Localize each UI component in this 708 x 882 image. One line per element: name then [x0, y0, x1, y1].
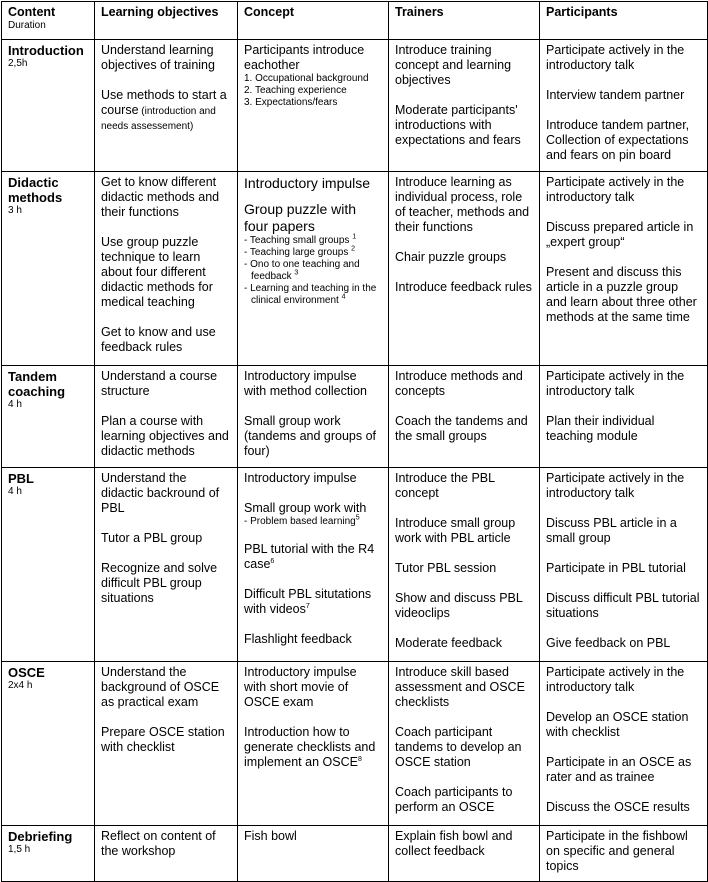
concept-cell	[238, 468, 389, 662]
topic-cell	[2, 826, 95, 882]
participant-item: Participate actively in the introductory talk	[546, 471, 685, 500]
participant-item: Discuss difficult PBL tutorial situations	[546, 591, 700, 620]
row-osce	[2, 662, 708, 826]
topic-name: Didactic methods	[8, 175, 63, 205]
concept-list	[244, 73, 382, 109]
trainer-item: Introduce small group work with PBL article	[395, 516, 516, 545]
trainer-item: Introduce skill based assessment and OSCE checklists	[395, 665, 525, 709]
concept-list-item	[244, 247, 382, 259]
objective-item: Use group puzzle technique to learn about four different didactic methods for medical teaching	[101, 235, 213, 309]
topic-cell	[2, 172, 95, 366]
concept-impulse: Introductory impulse	[244, 175, 371, 191]
participant-item: Discuss the OSCE results	[546, 800, 690, 814]
objective-item: Get to know and use feedback rules	[101, 325, 216, 354]
concept-list-text: - Learning and teaching in the clinical environment	[244, 283, 377, 306]
participant-item: Develop an OSCE station with checklist	[546, 710, 689, 739]
participant-item: Interview tandem partner	[546, 88, 685, 102]
participant-item: Participate actively in the introductory talk	[546, 665, 685, 694]
trainer-item: Introduce the PBL concept	[395, 471, 495, 500]
concept-item: Small group work with	[244, 501, 367, 515]
topic-cell	[2, 468, 95, 662]
objective-item: Reflect on content of the workshop	[101, 829, 216, 858]
trainer-item: Introduce methods and concepts	[395, 369, 523, 398]
trainers-cell	[389, 366, 540, 468]
objectives-cell	[95, 40, 238, 172]
concept-cell	[238, 662, 389, 826]
trainer-item: Moderate feedback	[395, 636, 503, 650]
topic-duration: 1,5 h	[8, 844, 31, 855]
concept-text: Introduction how to generate checklists and implement an OSCE	[244, 725, 376, 769]
topic-name: Tandem coaching	[8, 369, 66, 399]
concept-list-item	[244, 283, 382, 307]
topic-cell	[2, 366, 95, 468]
trainer-item: Moderate participants' introductions with expectations and fears	[395, 103, 521, 147]
trainers-cell	[389, 172, 540, 366]
participant-item: Participate in the fishbowl on specific and general topics	[546, 829, 688, 873]
concept-list	[244, 235, 382, 307]
topic-duration: 4 h	[8, 399, 22, 410]
objective-item: Understand the background of OSCE as practical exam	[101, 665, 220, 709]
topic-name: OSCE	[8, 665, 45, 680]
objective-item: Recognize and solve difficult PBL group situations	[101, 561, 218, 605]
trainer-item: Coach the tandems and the small groups	[395, 414, 528, 443]
objective-item	[101, 88, 231, 133]
topic-name: Introduction	[8, 43, 84, 58]
trainer-item: Show and discuss PBL videoclips	[395, 591, 523, 620]
concept-item: Small group work (tandems and groups of four)	[244, 414, 377, 458]
objective-item: Tutor a PBL group	[101, 531, 203, 545]
concept-cell	[238, 40, 389, 172]
row-pbl	[2, 468, 708, 662]
concept-item: Fish bowl	[244, 829, 297, 843]
participant-item: Discuss PBL article in a small group	[546, 516, 677, 545]
participants-cell	[540, 172, 708, 366]
header-duration-label: Duration	[8, 20, 46, 31]
concept-sub-item	[244, 516, 382, 528]
concept-list-text: - Teaching small groups	[244, 235, 350, 246]
header-content	[2, 2, 95, 40]
trainers-cell	[389, 826, 540, 882]
topic-duration: 2x4 h	[8, 680, 33, 691]
participant-item: Introduce tandem partner, Collection of expectations and fears on pin board	[546, 118, 690, 162]
row-tandem-coaching	[2, 366, 708, 468]
objective-item: Get to know different didactic methods and their functions	[101, 175, 220, 219]
concept-list-text: - Ono to one teaching and feedback	[244, 259, 360, 282]
topic-cell	[2, 662, 95, 826]
objectives-cell	[95, 172, 238, 366]
participant-item: Give feedback on PBL	[546, 636, 671, 650]
trainer-item: Introduce learning as individual process, role of teacher, methods and their functions	[395, 175, 530, 234]
participants-cell	[540, 468, 708, 662]
header-content-label: Content	[8, 5, 56, 19]
topic-duration: 4 h	[8, 486, 22, 497]
trainer-item: Chair puzzle groups	[395, 250, 507, 264]
trainer-item: Coach participants to perform an OSCE	[395, 785, 513, 814]
trainers-cell	[389, 662, 540, 826]
concept-item	[244, 587, 382, 617]
concept-list-item: 2. Teaching experience	[244, 85, 347, 96]
trainers-cell	[389, 468, 540, 662]
header-row	[2, 2, 708, 40]
topic-name: PBL	[8, 471, 34, 486]
concept-item: Flashlight feedback	[244, 632, 352, 646]
participant-item: Present and discuss this article in a puzzle group and learn about three other methods at the same time	[546, 265, 697, 324]
participants-cell	[540, 40, 708, 172]
topic-duration: 3 h	[8, 205, 22, 216]
objective-item: Plan a course with learning objectives and didactic methods	[101, 414, 229, 458]
participant-item: Participate actively in the introductory talk	[546, 43, 685, 72]
objectives-cell	[95, 826, 238, 882]
concept-item: Introductory impulse with short movie of OSCE exam	[244, 665, 357, 709]
topic-duration: 2,5h	[8, 58, 28, 69]
concept-cell	[238, 366, 389, 468]
reference-mark: 2	[351, 245, 356, 253]
header-concept: Concept	[238, 2, 389, 40]
concept-item: Introductory impulse with method collection	[244, 369, 367, 398]
reference-mark: 5	[355, 514, 360, 522]
objective-note: (introduction and needs assessement)	[101, 106, 216, 132]
trainer-item: Coach participant tandems to develop an OSCE station	[395, 725, 522, 769]
concept-item	[244, 725, 382, 770]
reference-mark: 4	[341, 293, 346, 301]
topic-name: Debriefing	[8, 829, 73, 844]
concept-sub-text: - Problem based learning	[244, 516, 356, 527]
participant-item: Participate in an OSCE as rater and as trainee	[546, 755, 692, 784]
concept-list-item: 3. Expectations/fears	[244, 97, 338, 108]
concept-intro: Participants introduce eachother	[244, 43, 365, 72]
participant-item: Participate in PBL tutorial	[546, 561, 686, 575]
concept-list-text: - Teaching large groups	[244, 247, 349, 258]
trainer-item: Explain fish bowl and collect feedback	[395, 829, 513, 858]
topic-cell	[2, 40, 95, 172]
row-debriefing	[2, 826, 708, 882]
trainer-item: Tutor PBL session	[395, 561, 497, 575]
reference-mark: 6	[270, 557, 275, 565]
participant-item: Discuss prepared article in „expert group“	[546, 220, 694, 249]
objective-item: Understand learning objectives of training	[101, 43, 215, 72]
reference-mark: 1	[352, 233, 357, 241]
objectives-cell	[95, 468, 238, 662]
participant-item: Participate actively in the introductory talk	[546, 175, 685, 204]
row-introduction	[2, 40, 708, 172]
trainer-item: Introduce training concept and learning objectives	[395, 43, 512, 87]
concept-item	[244, 542, 382, 572]
objective-item: Prepare OSCE station with checklist	[101, 725, 225, 754]
header-trainers: Trainers	[389, 2, 540, 40]
concept-list-item: 1. Occupational background	[244, 73, 369, 84]
reference-mark: 7	[305, 602, 310, 610]
concept-item: Introductory impulse	[244, 471, 357, 485]
objectives-cell	[95, 366, 238, 468]
participant-item: Participate actively in the introductory talk	[546, 369, 685, 398]
concept-group-puzzle: Group puzzle with four papers	[244, 201, 357, 234]
objective-text: Use methods to start a course	[101, 88, 227, 117]
objective-item: Understand the didactic backround of PBL	[101, 471, 220, 515]
concept-list-item	[244, 259, 382, 283]
concept-text: PBL tutorial with the R4 case	[244, 542, 375, 571]
row-didactic-methods	[2, 172, 708, 366]
concept-list-item	[244, 235, 382, 247]
reference-mark: 3	[294, 269, 299, 277]
concept-cell	[238, 172, 389, 366]
participants-cell	[540, 366, 708, 468]
objective-item: Understand a course structure	[101, 369, 218, 398]
participants-cell	[540, 826, 708, 882]
header-objectives: Learning objectives	[95, 2, 238, 40]
participant-item: Plan their individual teaching module	[546, 414, 655, 443]
trainer-item: Introduce feedback rules	[395, 280, 532, 294]
curriculum-table	[1, 1, 708, 882]
header-participants: Participants	[540, 2, 708, 40]
concept-cell	[238, 826, 389, 882]
participants-cell	[540, 662, 708, 826]
trainers-cell	[389, 40, 540, 172]
objectives-cell	[95, 662, 238, 826]
concept-text: Difficult PBL situtations with videos	[244, 587, 372, 616]
reference-mark: 8	[357, 755, 362, 763]
